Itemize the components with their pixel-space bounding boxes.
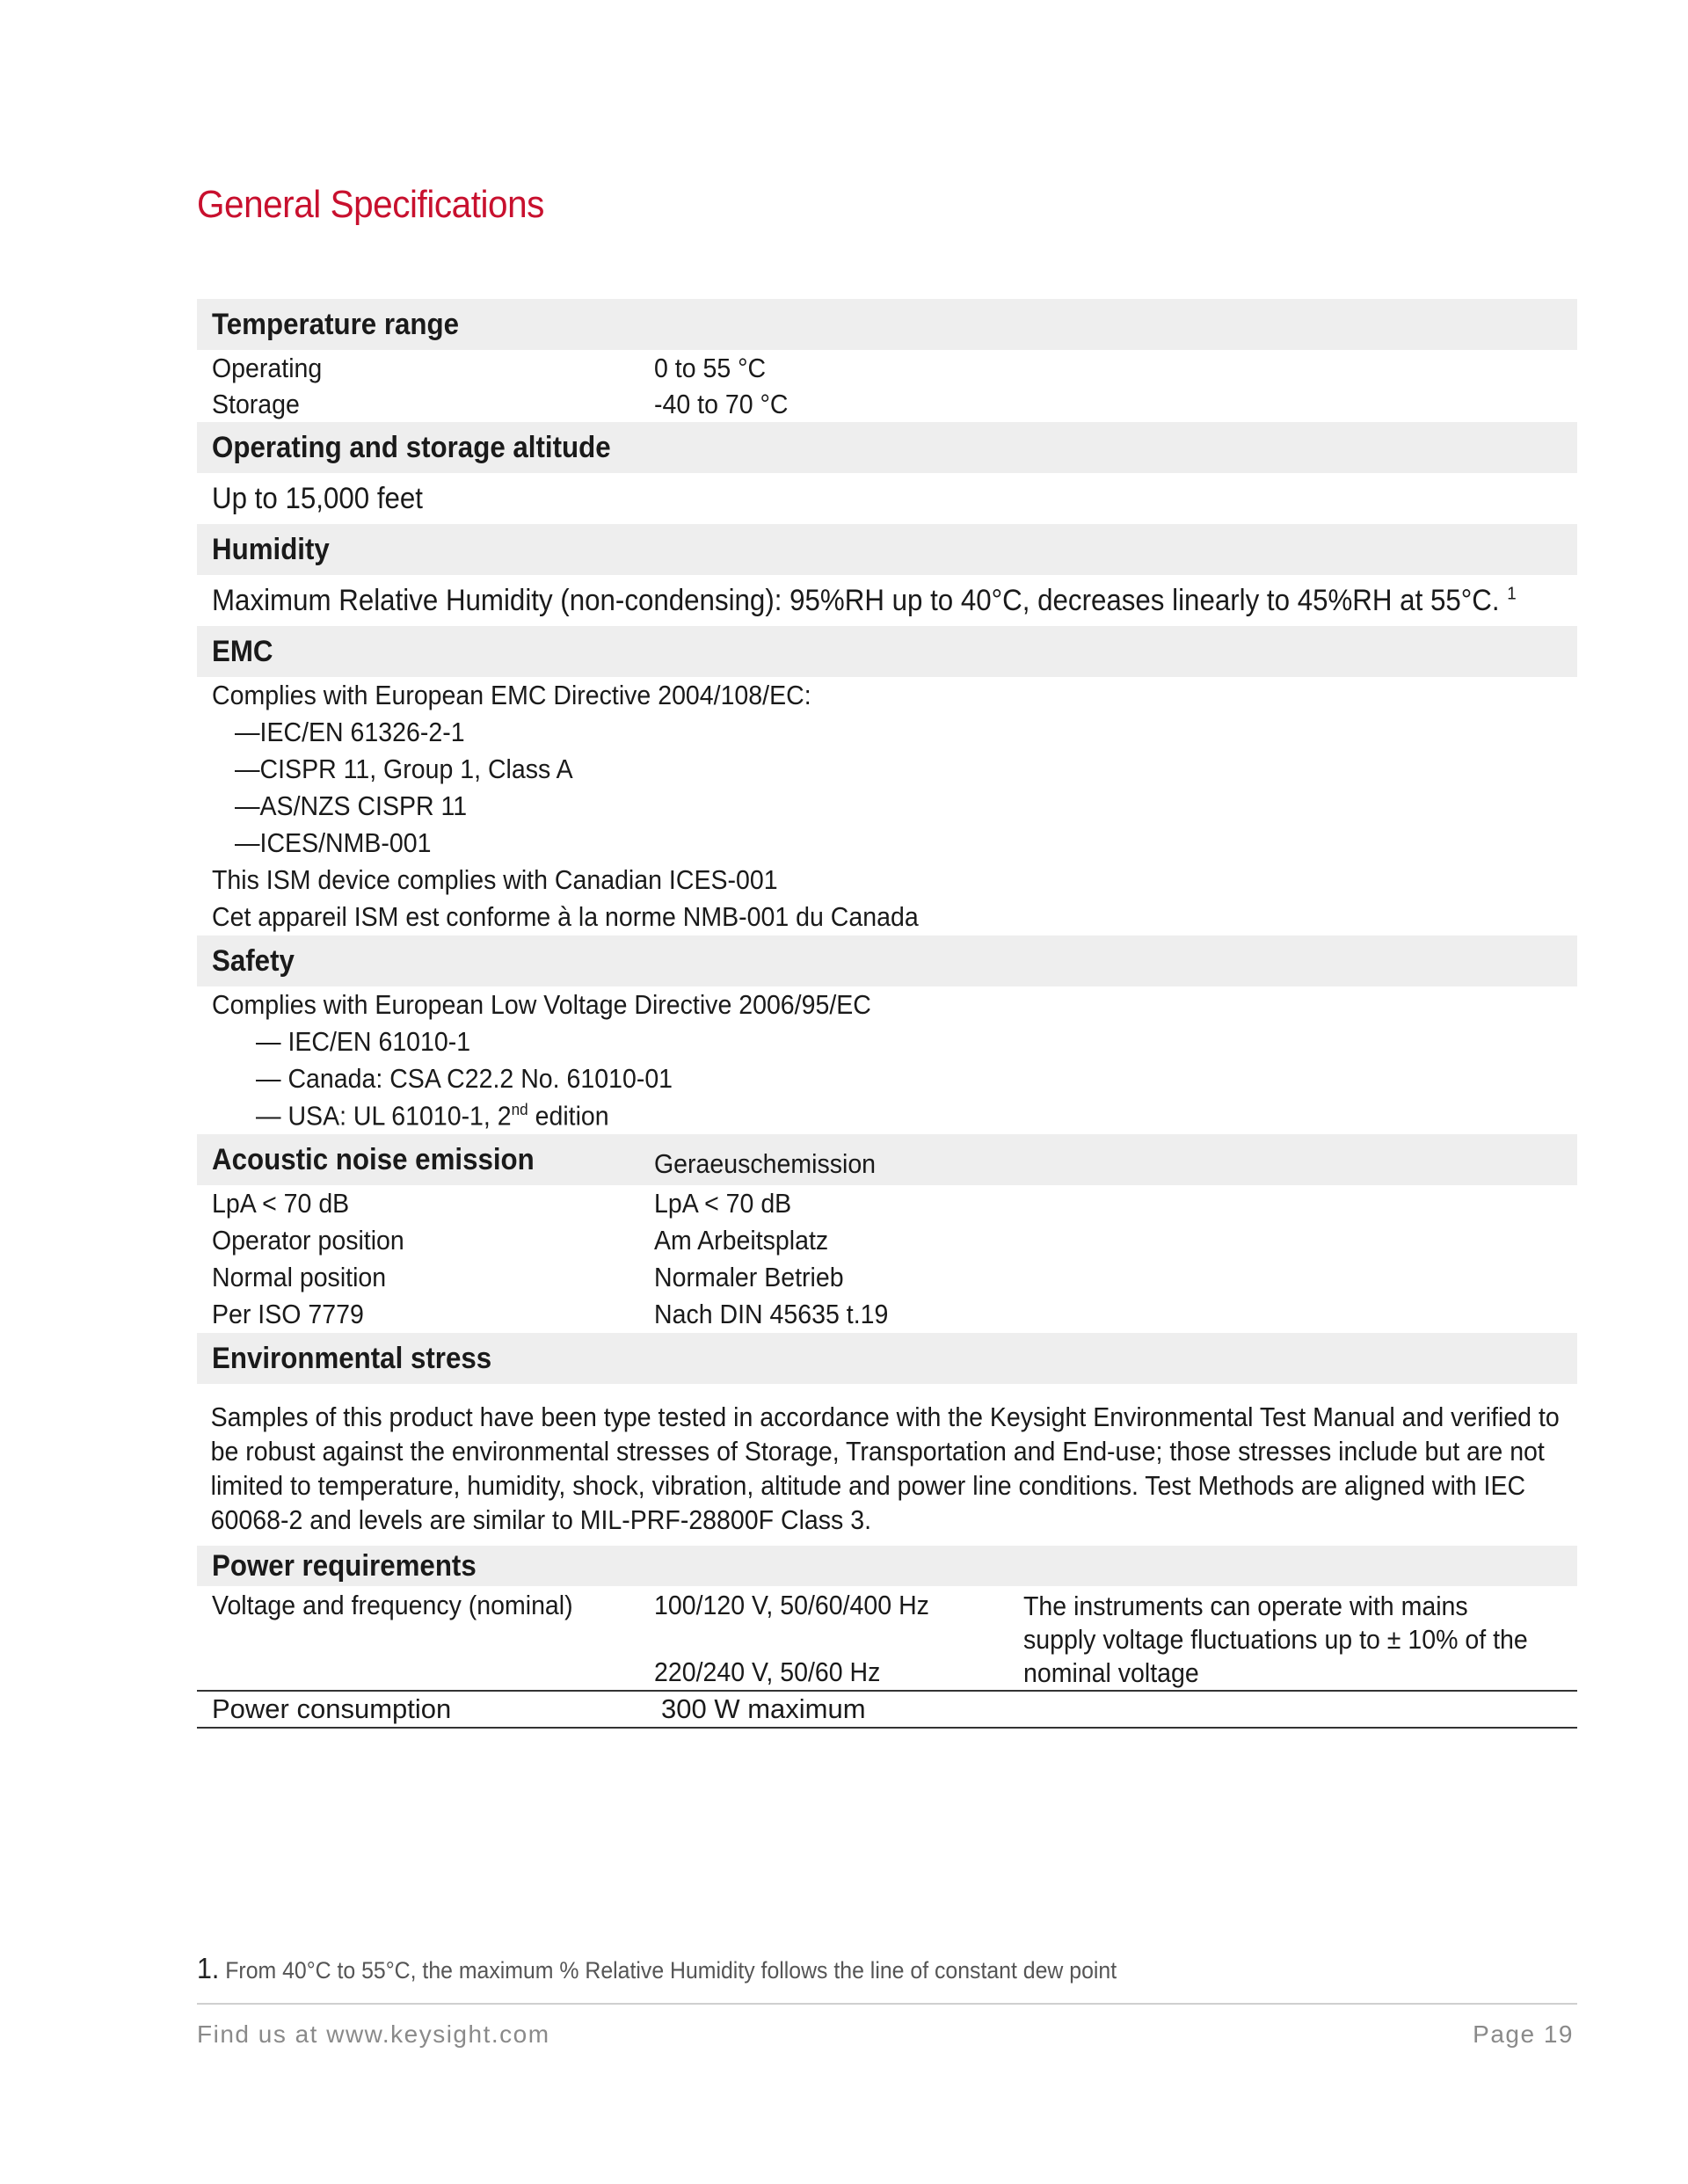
- table-row: [197, 350, 1577, 387]
- section-header-emc: [197, 626, 1577, 677]
- row-label: Operator position: [212, 1225, 404, 1256]
- acoustic-heading: Acoustic noise emission: [212, 1142, 535, 1176]
- humidity-heading: Humidity: [212, 532, 330, 566]
- altitude-heading: Operating and storage altitude: [212, 430, 611, 464]
- row-value: -40 to 70 °C: [654, 389, 789, 419]
- table-row: [197, 1222, 1577, 1259]
- section-header-humidity: [197, 524, 1577, 575]
- row-value: 0 to 55 °C: [654, 353, 767, 383]
- section-header-environmental: [197, 1333, 1577, 1384]
- humidity-value: [212, 584, 1517, 618]
- row-label: Per ISO 7779: [212, 1299, 364, 1329]
- voltage-value-2: 220/240 V, 50/60 Hz: [654, 1656, 881, 1687]
- list-item: —IEC/EN 61326-2-1: [235, 717, 465, 747]
- emc-note: Cet appareil ISM est conforme à la norme NMB-001 du Canada: [212, 901, 919, 932]
- section-header-acoustic: [197, 1134, 1577, 1185]
- list-item: — Canada: CSA C22.2 No. 61010-01: [256, 1063, 673, 1094]
- humidity-value-row: [197, 575, 1577, 626]
- row-value: LpA < 70 dB: [654, 1188, 792, 1219]
- section-header-safety: [197, 935, 1577, 986]
- row-label: Storage: [212, 389, 300, 419]
- list-item: —AS/NZS CISPR 11: [235, 790, 468, 821]
- consumption-value: 300 W maximum: [661, 1693, 866, 1724]
- consumption-label: Power consumption: [212, 1693, 452, 1724]
- voltage-note: The instruments can operate with mains supply voltage fluctuations up to ± 10% of the nominal voltage: [1023, 1591, 1528, 1688]
- emc-heading: EMC: [212, 634, 273, 668]
- altitude-value: Up to 15,000 feet: [212, 481, 424, 515]
- page-title: General Specifications: [197, 183, 544, 226]
- table-row: [197, 1296, 1577, 1333]
- environmental-text: Samples of this product have been type tested in accordance with the Keysight Environmental Test Manual and verified to be robust against the environmental stresses of Storage, Transportation and End-use; those stresses include but are not limited to temperature, humidity, shock, vibration, altitude and power line conditions. Test Methods are aligned with IEC 60068-2 and levels are similar to MIL-PRF-28800F Class 3.: [210, 1401, 1560, 1535]
- footnote-number: 1.: [197, 1952, 220, 1984]
- table-row: [197, 1692, 1577, 1727]
- row-divider: [197, 1727, 1577, 1729]
- acoustic-heading-de: Geraeuschemission: [654, 1148, 877, 1179]
- footnote: [197, 1952, 1117, 1985]
- row-value: Am Arbeitsplatz: [654, 1225, 829, 1256]
- emc-list: [197, 677, 1577, 935]
- list-item: — USA: UL 61010-1, 2nd edition: [256, 1099, 609, 1132]
- safety-list: [197, 986, 1577, 1134]
- emc-note: This ISM device complies with Canadian ICES-001: [212, 864, 778, 895]
- row-value: Normaler Betrieb: [654, 1262, 844, 1292]
- spec-table: [197, 299, 1577, 1729]
- voltage-label: Voltage and frequency (nominal): [212, 1590, 573, 1620]
- table-row: [197, 1586, 1577, 1690]
- temperature-heading: Temperature range: [212, 307, 460, 341]
- page-number: Page 19: [1473, 2020, 1574, 2048]
- list-item: —ICES/NMB-001: [235, 827, 432, 858]
- safety-heading: Safety: [212, 943, 295, 978]
- footer-website: Find us at www.keysight.com: [197, 2020, 550, 2048]
- environmental-heading: Environmental stress: [212, 1341, 492, 1375]
- altitude-value-row: [197, 473, 1577, 524]
- footnote-ref: 1: [1507, 584, 1517, 604]
- section-header-power: [197, 1546, 1577, 1586]
- voltage-value-1: 100/120 V, 50/60/400 Hz: [654, 1590, 929, 1620]
- safety-intro: Complies with European Low Voltage Directive 2006/95/EC: [212, 989, 871, 1020]
- section-header-altitude: [197, 422, 1577, 473]
- power-heading: Power requirements: [212, 1548, 477, 1583]
- row-label: Operating: [212, 353, 323, 383]
- list-item: — IEC/EN 61010-1: [256, 1026, 471, 1057]
- row-label: LpA < 70 dB: [212, 1188, 350, 1219]
- footer-divider: [197, 2003, 1577, 2005]
- section-header-temperature: [197, 299, 1577, 350]
- emc-intro: Complies with European EMC Directive 2004/108/EC:: [212, 680, 811, 710]
- table-row: [197, 1185, 1577, 1222]
- row-label: Normal position: [212, 1262, 387, 1292]
- table-row: [197, 1259, 1577, 1296]
- table-row: [197, 387, 1577, 422]
- list-item: —CISPR 11, Group 1, Class A: [235, 753, 573, 784]
- footnote-text: From 40°C to 55°C, the maximum % Relative Humidity follows the line of constant dew point: [225, 1957, 1117, 1984]
- humidity-text: Maximum Relative Humidity (non-condensing): 95%RH up to 40°C, decreases linearly to 45%RH at 55°C.: [212, 583, 1500, 617]
- row-value: Nach DIN 45635 t.19: [654, 1299, 889, 1329]
